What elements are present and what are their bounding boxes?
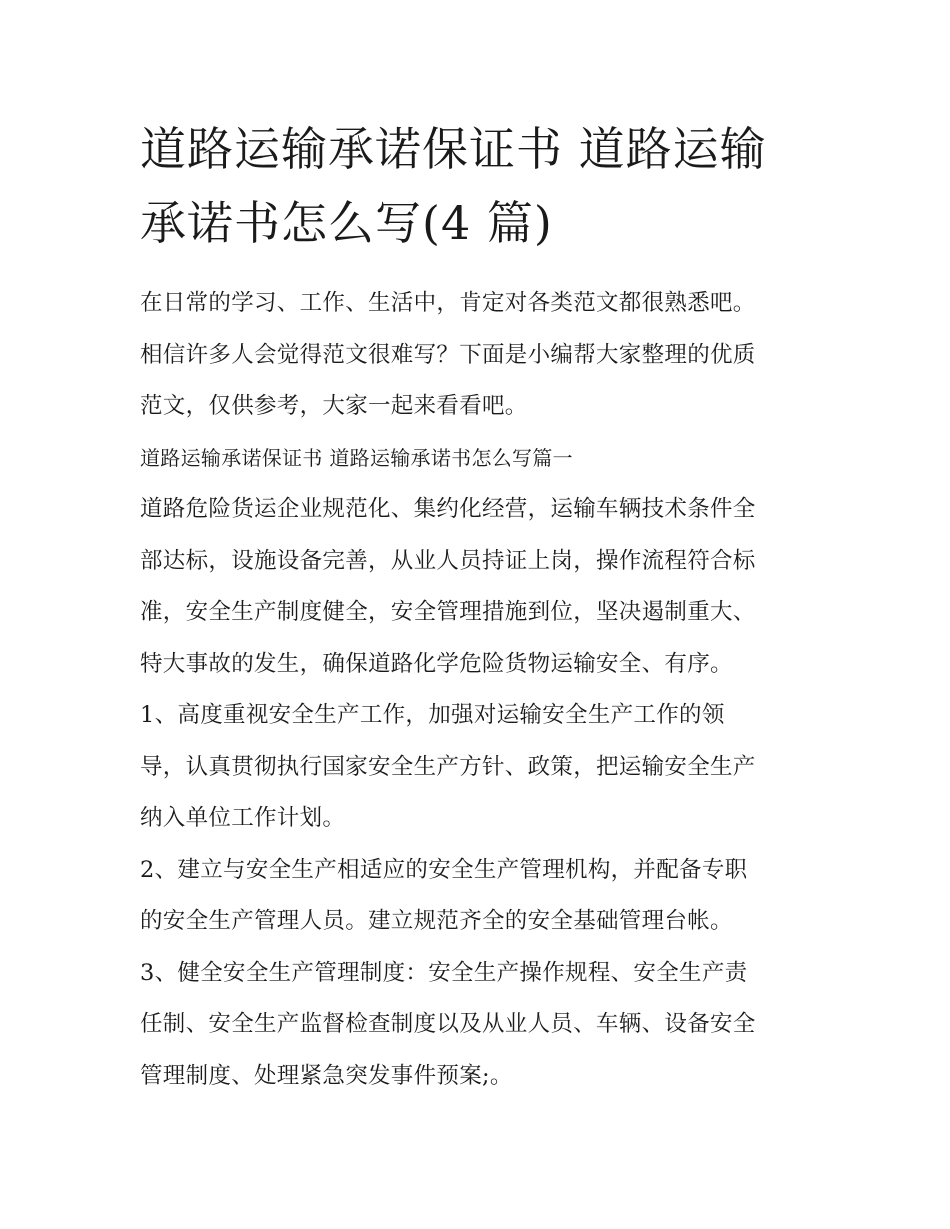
body-line: 道路危险货运企业规范化、集约化经营，运输车辆技术条件全 — [140, 496, 756, 522]
body-paragraphs — [140, 484, 820, 1102]
body-line: 部达标，设施设备完善，从业人员持证上岗，操作流程符合标 — [140, 547, 756, 574]
body-line: 1、高度重视安全生产工作，加强对运输安全生产工作的领 — [140, 702, 725, 728]
body-line: 管理制度、处理紧急突发事件预案;。 — [140, 1062, 513, 1089]
body-line: 任制、安全生产监督检查制度以及从业人员、车辆、设备安全 — [140, 1011, 756, 1037]
document-page — [140, 112, 820, 1102]
body-line: 特大事故的发生，确保道路化学危险货物运输安全、有序。 — [140, 650, 733, 677]
intro-line: 范文，仅供参考，大家一起来看看吧。 — [140, 393, 528, 419]
body-line: 的安全生产管理人员。建立规范齐全的安全基础管理台帐。 — [140, 908, 733, 934]
document-title — [140, 112, 820, 260]
title-line: 道路运输承诺保证书 道路运输 — [140, 122, 767, 176]
body-line: 准，安全生产制度健全，安全管理措施到位，坚决遏制重大、 — [140, 599, 756, 625]
body-line: 3、健全安全生产管理制度：安全生产操作规程、安全生产责 — [140, 959, 748, 986]
body-line: 纳入单位工作计划。 — [140, 805, 346, 831]
intro-line: 在日常的学习、工作、生活中，肯定对各类范文都很熟悉吧。 — [140, 290, 756, 316]
body-line: 导，认真贯彻执行国家安全生产方针、政策，把运输安全生产 — [140, 753, 756, 780]
section-heading: 道路运输承诺保证书 道路运输承诺书怎么写篇一 — [140, 445, 573, 470]
intro-paragraph — [140, 278, 820, 433]
intro-line: 相信许多人会觉得范文很难写？下面是小编帮大家整理的优质 — [140, 341, 756, 368]
body-line: 2、建立与安全生产相适应的安全生产管理机构，并配备专职 — [140, 856, 748, 883]
title-line: 承诺书怎么写(4 篇) — [140, 196, 553, 250]
